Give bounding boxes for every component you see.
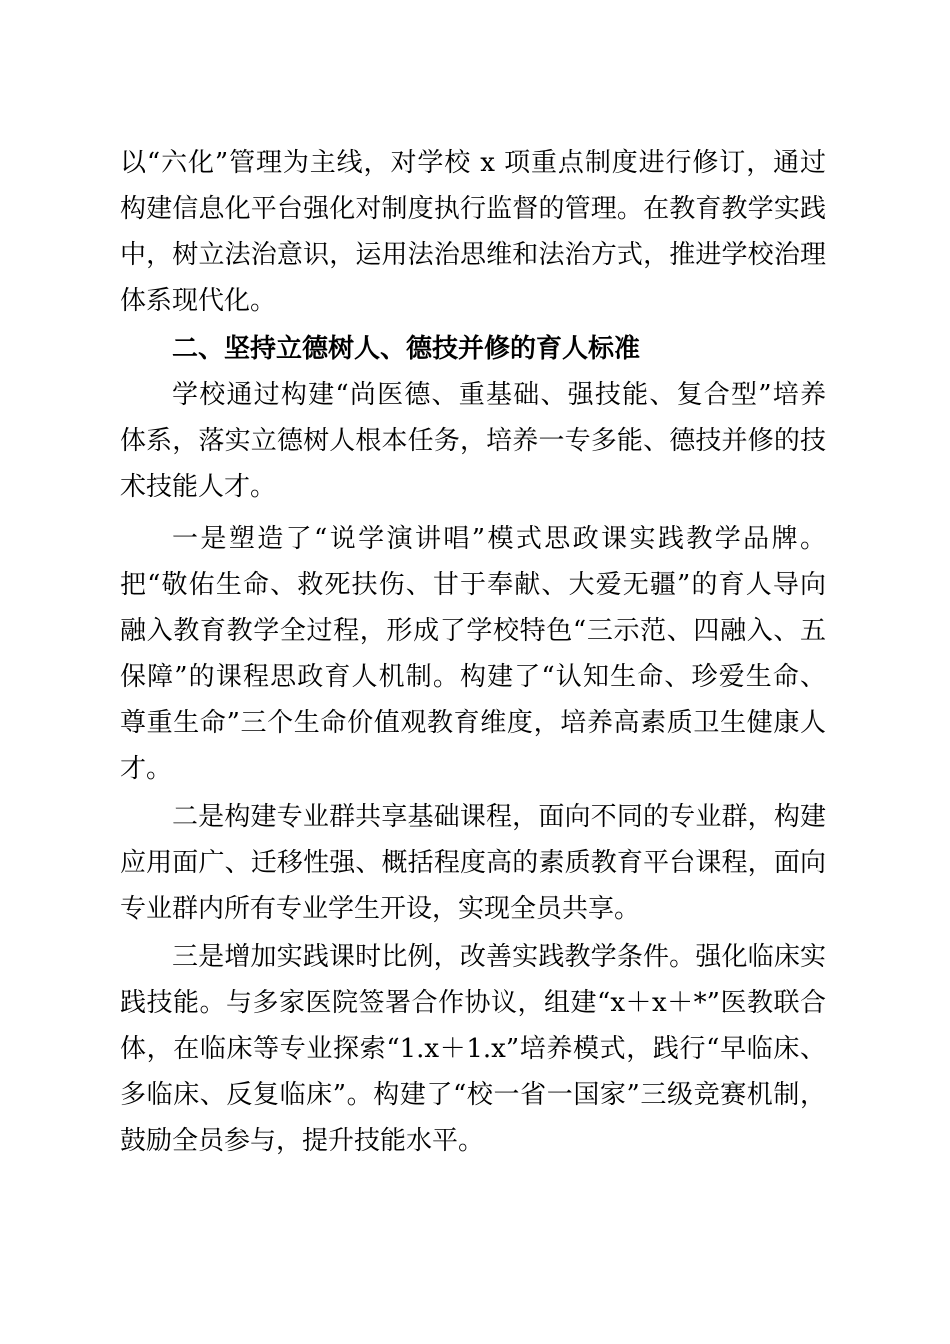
paragraph-system — [120, 372, 826, 510]
text-line: 构建信息化平台强化对制度执行监督的管理。在教育教学实践 — [120, 194, 826, 224]
text-line: 中，树立法治意识，运用法治思维和法治方式，推进学校治理 — [120, 240, 826, 270]
text-line: 体系现代化。 — [120, 286, 277, 316]
text-line: 三是增加实践课时比例，改善实践教学条件。强化临床实 — [172, 942, 826, 972]
document-body — [120, 140, 826, 1164]
text-line: 学校通过构建“尚医德、重基础、强技能、复合型”培养 — [172, 380, 826, 410]
text-line: 二是构建专业群共享基础课程，面向不同的专业群，构建 — [172, 802, 826, 832]
text-line: 多临床、反复临床”。构建了“校一省一国家”三级竞赛机制， — [120, 1080, 826, 1110]
text-line: 尊重生命”三个生命价值观教育维度，培养高素质卫生健康人 — [120, 708, 826, 738]
text-line: 体，在临床等专业探索“1.x＋1.x”培养模式，践行“早临床、 — [120, 1034, 826, 1064]
text-line: 融入教育教学全过程，形成了学校特色“三示范、四融入、五 — [120, 616, 826, 646]
paragraph-point-one — [120, 516, 826, 792]
paragraph-intro-continuation — [120, 140, 826, 324]
paragraph-point-two — [120, 794, 826, 932]
text-line: 一是塑造了“说学演讲唱”模式思政课实践教学品牌。 — [172, 524, 826, 554]
text-line: 把“敬佑生命、救死扶伤、甘于奉献、大爱无疆”的育人导向 — [120, 570, 826, 600]
text-line: 体系，落实立德树人根本任务，培养一专多能、德技并修的技 — [120, 426, 826, 456]
heading-text: 二、坚持立德树人、德技并修的育人标准 — [172, 334, 641, 364]
text-line: 专业群内所有专业学生开设，实现全员共享。 — [120, 894, 641, 924]
text-line: 保障”的课程思政育人机制。构建了“认知生命、珍爱生命、 — [120, 662, 826, 692]
section-heading — [120, 326, 826, 372]
text-line: 应用面广、迁移性强、概括程度高的素质教育平台课程，面向 — [120, 848, 826, 878]
paragraph-point-three — [120, 934, 826, 1164]
text-line: 鼓励全员参与，提升技能水平。 — [120, 1126, 485, 1156]
text-line: 才。 — [120, 754, 173, 784]
text-line: 践技能。与多家医院签署合作协议，组建“x＋x＋*”医教联合 — [120, 988, 826, 1018]
text-line: 术技能人才。 — [120, 472, 277, 502]
text-line: 以“六化”管理为主线，对学校 x 项重点制度进行修订，通过 — [120, 148, 826, 178]
